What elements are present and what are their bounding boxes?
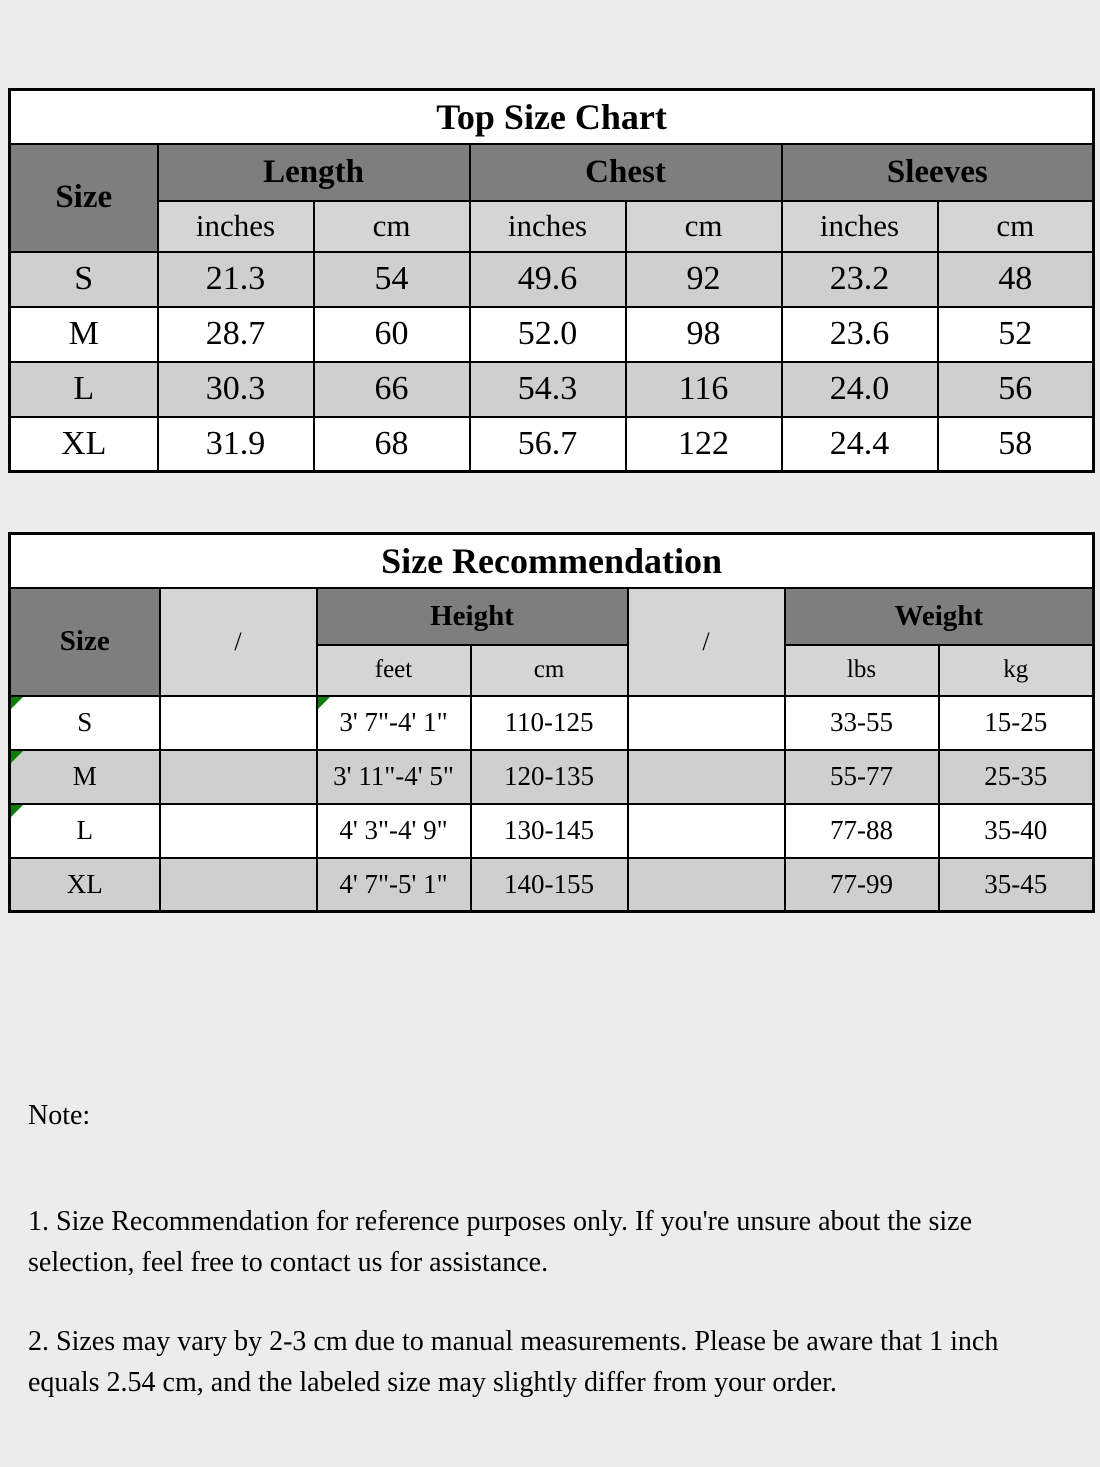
- value-cell: 56.7: [470, 417, 626, 472]
- group-header-row: [10, 588, 1094, 645]
- value-cell: 52: [938, 307, 1094, 362]
- size-cell: S: [10, 252, 158, 307]
- height-feet-cell: 3' 7"-4' 1": [317, 696, 471, 750]
- weight-kg-cell: 35-40: [939, 804, 1094, 858]
- empty-cell: [628, 804, 785, 858]
- size-cell: M: [10, 307, 158, 362]
- empty-cell: [628, 750, 785, 804]
- height-cm-cell: 140-155: [471, 858, 628, 912]
- table-row-s: [10, 696, 1094, 750]
- value-cell: 54.3: [470, 362, 626, 417]
- unit-header-inches: inches: [470, 201, 626, 252]
- weight-lbs-cell: 77-88: [785, 804, 939, 858]
- unit-header-inches: inches: [782, 201, 938, 252]
- value-cell: 52.0: [470, 307, 626, 362]
- value-cell: 23.2: [782, 252, 938, 307]
- weight-lbs-cell: 77-99: [785, 858, 939, 912]
- height-feet-cell: 4' 3"-4' 9": [317, 804, 471, 858]
- unit-header-kg: kg: [939, 645, 1094, 696]
- top-size-chart-title: Top Size Chart: [10, 90, 1094, 144]
- table-title-row: [10, 90, 1094, 144]
- empty-cell: [160, 750, 317, 804]
- empty-cell: [628, 858, 785, 912]
- size-recommendation-table: [8, 532, 1095, 913]
- size-column-header: Size: [10, 588, 160, 696]
- value-cell: 92: [626, 252, 782, 307]
- value-cell: 21.3: [158, 252, 314, 307]
- table-title-row: [10, 534, 1094, 588]
- size-recommendation-title: Size Recommendation: [10, 534, 1094, 588]
- height-cm-cell: 120-135: [471, 750, 628, 804]
- value-cell: 60: [314, 307, 470, 362]
- value-cell: 58: [938, 417, 1094, 472]
- value-cell: 24.4: [782, 417, 938, 472]
- size-cell: L: [10, 804, 160, 858]
- weight-lbs-cell: 55-77: [785, 750, 939, 804]
- size-cell: XL: [10, 858, 160, 912]
- unit-header-row: [10, 201, 1094, 252]
- weight-kg-cell: 25-35: [939, 750, 1094, 804]
- weight-kg-cell: 15-25: [939, 696, 1094, 750]
- unit-header-cm: cm: [314, 201, 470, 252]
- table-row-l: [10, 804, 1094, 858]
- unit-header-cm: cm: [938, 201, 1094, 252]
- height-feet-cell: 4' 7"-5' 1": [317, 858, 471, 912]
- size-cell: M: [10, 750, 160, 804]
- value-cell: 48: [938, 252, 1094, 307]
- weight-group-header: Weight: [785, 588, 1094, 645]
- size-column-header: Size: [10, 144, 158, 252]
- height-cm-cell: 130-145: [471, 804, 628, 858]
- note-item-1: 1. Size Recommendation for reference purposes only. If you're unsure about the size selection, feel free to contact us for assistance.: [28, 1206, 973, 1278]
- value-cell: 54: [314, 252, 470, 307]
- sleeves-group-header: Sleeves: [782, 144, 1094, 201]
- size-cell: S: [10, 696, 160, 750]
- unit-header-cm: cm: [626, 201, 782, 252]
- value-cell: 122: [626, 417, 782, 472]
- value-cell: 116: [626, 362, 782, 417]
- empty-cell: [160, 696, 317, 750]
- height-feet-cell: 3' 11"-4' 5": [317, 750, 471, 804]
- weight-kg-cell: 35-45: [939, 858, 1094, 912]
- length-group-header: Length: [158, 144, 470, 201]
- value-cell: 30.3: [158, 362, 314, 417]
- table-row-m: [10, 307, 1094, 362]
- empty-cell: [628, 696, 785, 750]
- value-cell: 28.7: [158, 307, 314, 362]
- size-cell: XL: [10, 417, 158, 472]
- empty-cell: [160, 804, 317, 858]
- value-cell: 49.6: [470, 252, 626, 307]
- unit-header-inches: inches: [158, 201, 314, 252]
- table-row-s: [10, 252, 1094, 307]
- value-cell: 98: [626, 307, 782, 362]
- unit-header-feet: feet: [317, 645, 471, 696]
- value-cell: 56: [938, 362, 1094, 417]
- height-cm-cell: 110-125: [471, 696, 628, 750]
- value-cell: 68: [314, 417, 470, 472]
- table-row-xl: [10, 858, 1094, 912]
- height-group-header: Height: [317, 588, 628, 645]
- top-size-chart-table: [8, 88, 1095, 473]
- note-label: Note:: [28, 1100, 91, 1131]
- value-cell: 66: [314, 362, 470, 417]
- table-row-xl: [10, 417, 1094, 472]
- weight-lbs-cell: 33-55: [785, 696, 939, 750]
- value-cell: 23.6: [782, 307, 938, 362]
- unit-header-cm: cm: [471, 645, 628, 696]
- slash-header-cell: /: [160, 588, 317, 696]
- table-row-m: [10, 750, 1094, 804]
- empty-cell: [160, 858, 317, 912]
- value-cell: 31.9: [158, 417, 314, 472]
- table-row-l: [10, 362, 1094, 417]
- value-cell: 24.0: [782, 362, 938, 417]
- note-item-2: 2. Sizes may vary by 2-3 cm due to manual measurements. Please be aware that 1 inch equals 2.54 cm, and the labeled size may slightly differ from your order.: [28, 1326, 999, 1398]
- unit-header-lbs: lbs: [785, 645, 939, 696]
- slash-header-cell: /: [628, 588, 785, 696]
- size-cell: L: [10, 362, 158, 417]
- group-header-row: [10, 144, 1094, 201]
- chest-group-header: Chest: [470, 144, 782, 201]
